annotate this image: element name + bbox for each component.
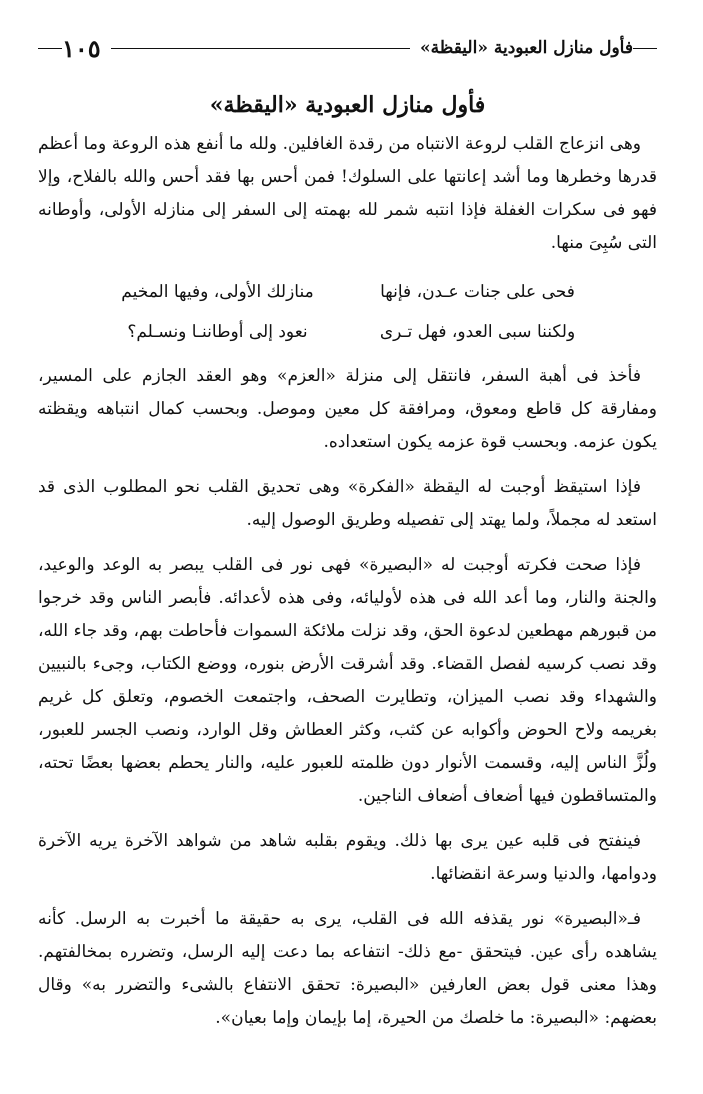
poem-hemistich: نعود إلى أوطاننـا ونسـلم؟	[127, 322, 308, 342]
paragraph-6: فـ«البصيرة» نور يقذفه الله فى القلب، يرى به حقيقة ما أخبرت به الرسل. كأنه يشاهده رأى عين. فيتحقق -مع ذلك- انتفاعه بما دعت إليه الرسل، وتضرره بمخالفتهم. وهذا معنى قول بعض العارفين «البصيرة: تحقق الانتفاع بالشىء والتضرر به» وقال بعضهم: «البصيرة: ما خلصك من الحيرة، إما بإيمان وإما بعيان».	[38, 909, 657, 1028]
paragraph-1: وهى انزعاج القلب لروعة الانتباه من رقدة الغافلين. ولله ما أنفع هذه الروعة وما أعظم قدرها وخطرها وما أشد إعانتها على السلوك! فمن أحس بها فقد أحس والله بالفلاح، وإلا فهو فى سكرات الغفلة فإذا انتبه شمر لله بهمته إلى السفر إلى منازله الأولى، وأوطانه التى سُبِىَ منها.	[38, 134, 657, 253]
poem-line	[38, 312, 657, 352]
poem	[38, 272, 657, 352]
poem-hemistich: فحى على جنات عـدن، فإنها	[380, 282, 575, 302]
paragraph-3: فإذا استيقظ أوجبت له اليقظة «الفكرة» وهى تحديق القلب نحو المطلوب الذى قد استعد له مجملاً، ولما يهتد إلى تفصيله وطريق الوصول إليه.	[38, 477, 657, 530]
header-rule	[111, 48, 410, 49]
section-title: فأول منازل العبودية «اليقظة»	[209, 92, 486, 118]
paragraph-4: فإذا صحت فكرته أوجبت له «البصيرة» فهى نور فى القلب يبصر به الوعد والوعيد، والجنة والنار، وما أعد الله فى هذه لأوليائه، وفى هذه لأعدائه. فأبصر الناس وقد خرجوا من قبورهم مهطعين لدعوة الحق، وقد نزلت ملائكة السموات فأحاطت بهم، وقد جاء الله، وقد نصب كرسيه لفصل القضاء. وقد أشرقت الأرض بنوره، ووضع الكتاب، وجىء بالنبيين والشهداء وقد نصب الميزان، وتطايرت الصحف، واجتمعت الخصوم، وتعلق كل غريم بغريمه ولاح الحوض وأكوابه عن كثب، وكثر العطاش وقل الوارد، ونصب الجسر للعبور، ولُزَّ الناس إليه، وقسمت الأنوار دون ظلمته للعبور عليه، والنار يحطم بعضها بعضًا تحته، والمتساقطون فيها أضعاف أضعاف الناجين.	[38, 555, 657, 806]
paragraph-2: فأخذ فى أهبة السفر، فانتقل إلى منزلة «العزم» وهو العقد الجازم على المسير، ومفارقة كل قاطع ومعوق، ومرافقة كل معين وموصل. وبحسب كمال انتباهه ويقظته يكون عزمه. وبحسب قوة عزمه يكون استعداده.	[38, 366, 657, 452]
poem-hemistich: منازلك الأولى، وفيها المخيم	[121, 282, 314, 302]
running-title: فأول منازل العبودية «اليقظة»	[420, 38, 633, 58]
header-dash	[633, 48, 657, 49]
header-dash-end	[38, 48, 62, 49]
page-number: ١٠٥	[62, 33, 101, 63]
poem-hemistich: ولكننا سبى العدو، فهل تـرى	[379, 322, 576, 342]
paragraph-5: فينفتح فى قلبه عين يرى بها ذلك. ويقوم بقلبه شاهد من شواهد الآخرة يريه الآخرة ودوامها، والدنيا وسرعة انقضائها.	[38, 831, 657, 884]
running-header	[38, 30, 657, 66]
poem-line	[38, 272, 657, 312]
